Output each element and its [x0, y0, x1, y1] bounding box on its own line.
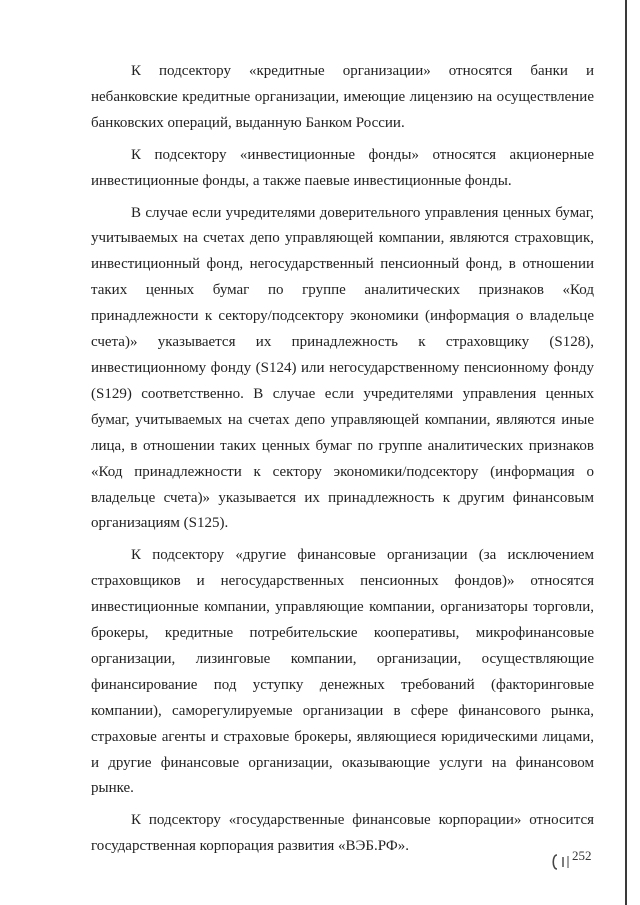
paragraph-state-financial-corporations: К подсектору «государственные финансовые корпорации» относится государственная корпорация развития «ВЭБ.РФ».: [91, 812, 594, 855]
paragraph-trust-management: В случае если учредителями доверительного управления ценных бумаг, учитываемых на счетах депо управляющей компании, являются страховщик, инвестиционный фонд, негосударственный пенсионный фонд, в отношении таких ценных бумаг по группе аналитических признаков «Код принадлежности к сектору/подсектору экономики (информация о владельце счета)» указывается их принадлежность к страховщику (S128), инвестиционному фонду (S124) или негосударственному пенсионному фонду (S129) соответственно. В случае если учредителями управления ценных бумаг, учитываемых на счетах депо управляющей компании, являются иные лица, в отношении таких ценных бумаг по группе аналитических признаков «Код принадлежности к сектору экономики/подсектору (информация о владельце счета)» указывается их принадлежность к другим финансовым организациям (S125).: [91, 204, 594, 532]
paragraph-investment-funds: К подсектору «инвестиционные фонды» относятся акционерные инвестиционные фонды, а также паевые инвестиционные фонды.: [91, 146, 594, 189]
body-text: [91, 59, 594, 860]
paragraph-other-financial-organizations: К подсектору «другие финансовые организации (за исключением страховщиков и негосударственных пенсионных фондов)» относятся инвестиционные компании, управляющие компании, организаторы торговли, брокеры, кредитные потребительские кооперативы, микрофинансовые организации, лизинговые компании, организации, осуществляющие финансирование под уступку денежных требований (факторинговые компании), саморегулируемые организации в сфере финансового рынка, страховые агенты и страховые брокеры, являющиеся юридическими лицами, и другие финансовые организации, оказывающие услуги на финансовом рынке.: [91, 547, 594, 797]
paragraph-credit-organizations: К подсектору «кредитные организации» относятся банки и небанковские кредитные организации, имеющие лицензию на осуществление банковских операций, выданную Банком России.: [91, 63, 594, 131]
scan-edge-divider: [625, 0, 627, 905]
page-number: 252: [572, 848, 592, 863]
scan-mark-icon: [549, 852, 571, 872]
